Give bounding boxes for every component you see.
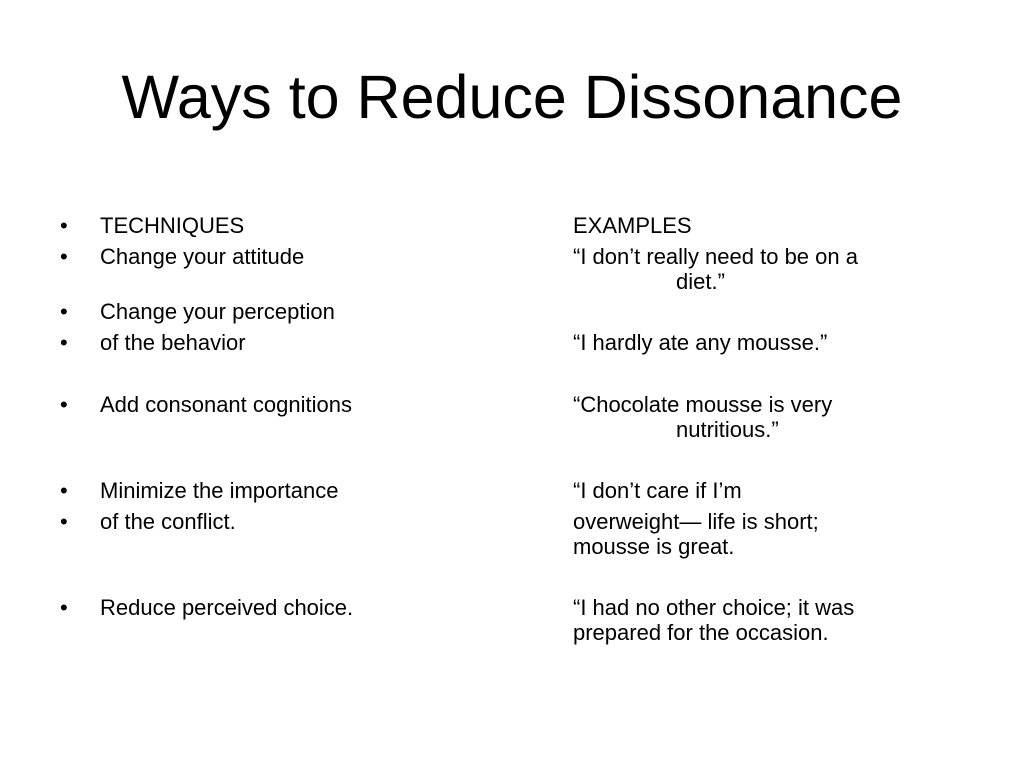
- technique-text: Add consonant cognitions: [100, 392, 352, 417]
- bullet-icon: •: [60, 595, 68, 620]
- example-line: “I don’t really need to be on a: [573, 244, 858, 269]
- example-text: [573, 509, 993, 559]
- example-line: “I had no other choice; it was: [573, 595, 855, 620]
- technique-text: Minimize the importance: [100, 478, 339, 503]
- example-text: [573, 595, 993, 645]
- example-line: prepared for the occasion.: [573, 620, 829, 645]
- bullet-icon: •: [60, 244, 68, 269]
- technique-text: Reduce perceived choice.: [100, 595, 354, 620]
- bullet-icon: •: [60, 213, 68, 238]
- bullet-icon: •: [60, 330, 68, 355]
- example-line: “Chocolate mousse is very: [573, 392, 833, 417]
- example-line: EXAMPLES: [573, 213, 692, 238]
- example-line: “I hardly ate any mousse.”: [573, 330, 828, 355]
- bullet-icon: •: [60, 509, 68, 534]
- example-text: [573, 478, 993, 503]
- example-line: “I don’t care if I’m: [573, 478, 742, 503]
- example-line-continuation: nutritious.”: [676, 417, 779, 442]
- example-text: [573, 392, 993, 442]
- bullet-icon: •: [60, 478, 68, 503]
- technique-text: of the conflict.: [100, 509, 236, 534]
- example-line-continuation: diet.”: [676, 269, 725, 294]
- slide-title: Ways to Reduce Dissonance: [121, 63, 903, 131]
- technique-text: of the behavior: [100, 330, 246, 355]
- technique-text: Change your attitude: [100, 244, 305, 269]
- example-text: [573, 330, 993, 355]
- technique-text: TECHNIQUES: [100, 213, 245, 238]
- example-text: [573, 244, 993, 294]
- bullet-icon: •: [60, 392, 68, 417]
- example-text: [573, 213, 993, 238]
- technique-text: Change your perception: [100, 299, 335, 324]
- bullet-icon: •: [60, 299, 68, 324]
- example-line: mousse is great.: [573, 534, 735, 559]
- example-line: overweight— life is short;: [573, 509, 819, 534]
